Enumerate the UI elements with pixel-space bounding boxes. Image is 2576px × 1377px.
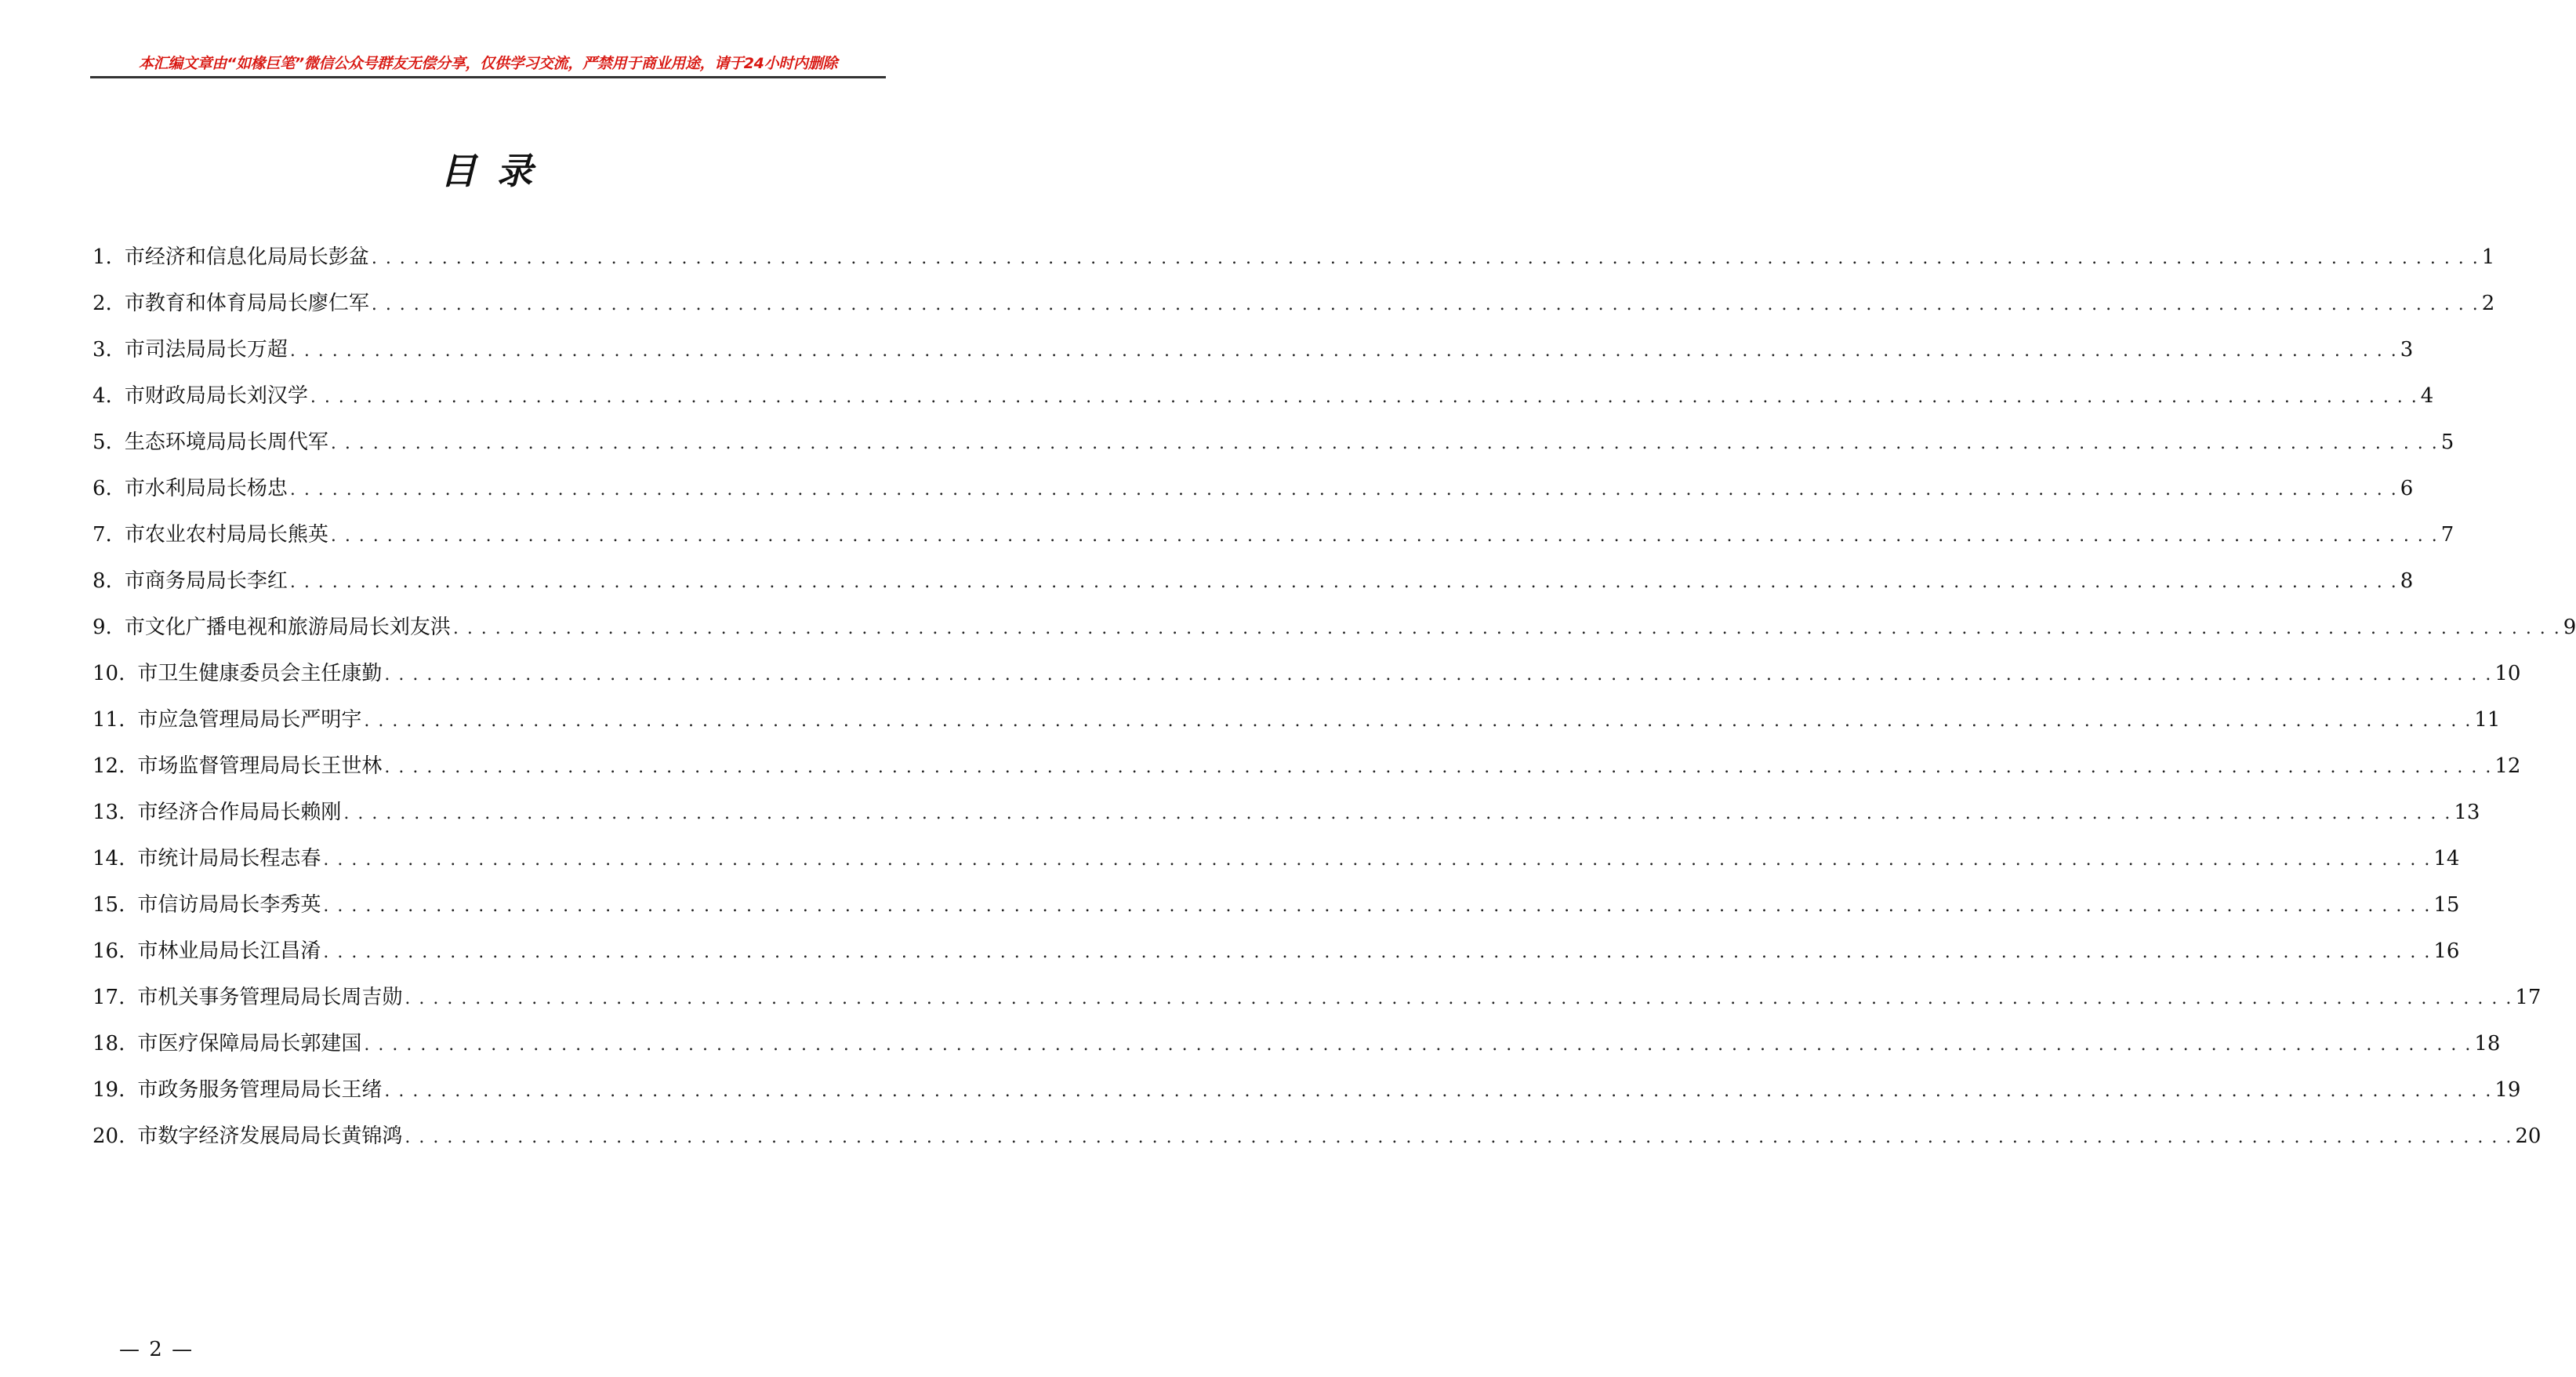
toc-entry-page: 3 <box>2400 338 2414 362</box>
toc-dot-leader: . . . . . . . . . . . . . . . . . . . . . . . . . . . . . . . . . . . . . . . . . . . . . . . . . . . . . . . . . . . . . . . . . . . . . . . . . . . . . . . . . . . . . . . . . . . . . . . . . . . . . . . . . . . . . . . . . . . . . . . . . . . . . . . . . . . . . . . . . . . . . . . . . . . . . . <box>289 480 2398 500</box>
toc-entry[interactable] <box>93 1027 2501 1074</box>
toc-entry-title[interactable]: 市数字经济发展局局长黄锦鸿 <box>137 1124 403 1148</box>
toc-dot-leader: . . . . . . . . . . . . . . . . . . . . . . . . . . . . . . . . . . . . . . . . . . . . . . . . . . . . . . . . . . . . . . . . . . . . . . . . . . . . . . . . . . . . . . . . . . . . . . . . . . . . . . . . . . . . . . . . . . . . . . . . . . . . . . . . . . . . . . . . . . . . . . . . . . . . . . <box>364 711 2473 731</box>
toc-entry-number: 8. <box>93 569 112 593</box>
toc-entry-number: 1. <box>93 245 112 269</box>
toc-dot-leader: . . . . . . . . . . . . . . . . . . . . . . . . . . . . . . . . . . . . . . . . . . . . . . . . . . . . . . . . . . . . . . . . . . . . . . . . . . . . . . . . . . . . . . . . . . . . . . . . . . . . . . . . . . . . . . . . . . . . . . . . . . . . . . . . . . . . . . . . . . . . . . . . . . . . . . <box>323 850 2432 870</box>
toc-entry[interactable] <box>93 426 2454 472</box>
toc-entry-title[interactable]: 市应急管理局局长严明宇 <box>137 708 362 732</box>
toc-entry-page: 10 <box>2494 662 2521 685</box>
toc-entry-page: 18 <box>2474 1032 2501 1055</box>
toc-entry-page: 12 <box>2494 754 2521 778</box>
toc-entry-title[interactable]: 市医疗保障局局长郭建国 <box>137 1032 362 1055</box>
toc-entry[interactable] <box>93 611 2576 657</box>
toc-entry-number: 16. <box>93 939 125 963</box>
toc-dot-leader: . . . . . . . . . . . . . . . . . . . . . . . . . . . . . . . . . . . . . . . . . . . . . . . . . . . . . . . . . . . . . . . . . . . . . . . . . . . . . . . . . . . . . . . . . . . . . . . . . . . . . . . . . . . . . . . . . . . . . . . . . . . . . . . . . . . . . . . . . . . . . . . . . . . . . . <box>452 619 2561 638</box>
toc-entry-page: 20 <box>2515 1124 2542 1148</box>
toc-entry[interactable] <box>93 333 2414 380</box>
toc-entry-title[interactable]: 市经济合作局局长赖刚 <box>137 801 342 824</box>
toc-entry-page: 5 <box>2440 431 2454 454</box>
page-title: 目录 <box>440 150 553 192</box>
toc-dot-leader: . . . . . . . . . . . . . . . . . . . . . . . . . . . . . . . . . . . . . . . . . . . . . . . . . . . . . . . . . . . . . . . . . . . . . . . . . . . . . . . . . . . . . . . . . . . . . . . . . . . . . . . . . . . . . . . . . . . . . . . . . . . . . . . . . . . . . . . . . . . . . . . . . . . . . . <box>289 572 2398 592</box>
toc-entry[interactable] <box>93 796 2480 842</box>
toc-entry[interactable] <box>93 1120 2542 1166</box>
toc-entry-number: 20. <box>93 1124 125 1148</box>
toc-dot-leader: . . . . . . . . . . . . . . . . . . . . . . . . . . . . . . . . . . . . . . . . . . . . . . . . . . . . . . . . . . . . . . . . . . . . . . . . . . . . . . . . . . . . . . . . . . . . . . . . . . . . . . . . . . . . . . . . . . . . . . . . . . . . . . . . . . . . . . . . . . . . . . . . . . . . . . <box>330 526 2439 546</box>
toc-entry-title[interactable]: 市财政局局长刘汉学 <box>124 384 308 408</box>
toc-entry-title[interactable]: 市信访局局长李秀英 <box>137 893 321 917</box>
toc-entry[interactable] <box>93 565 2414 611</box>
toc-entry-title[interactable]: 市林业局局长江昌淆 <box>137 939 321 963</box>
toc-entry[interactable] <box>93 241 2495 287</box>
toc-entry-title[interactable]: 市统计局局长程志春 <box>137 847 321 870</box>
toc-entry-page: 1 <box>2481 245 2495 269</box>
toc-entry[interactable] <box>93 935 2460 981</box>
toc-entry[interactable] <box>93 1074 2521 1120</box>
copyright-notice: 本汇编文章由“如椽巨笔”微信公众号群友无偿分享，仅供学习交流，严禁用于商业用途，请于24小时内删除 <box>138 55 838 72</box>
toc-dot-leader: . . . . . . . . . . . . . . . . . . . . . . . . . . . . . . . . . . . . . . . . . . . . . . . . . . . . . . . . . . . . . . . . . . . . . . . . . . . . . . . . . . . . . . . . . . . . . . . . . . . . . . . . . . . . . . . . . . . . . . . . . . . . . . . . . . . . . . . . . . . . . . . . . . . . . . <box>405 1128 2513 1147</box>
toc-entry-page: 15 <box>2433 893 2460 917</box>
toc-entry-number: 15. <box>93 893 125 917</box>
toc-entry[interactable] <box>93 981 2542 1027</box>
toc-entry-page: 7 <box>2440 523 2454 547</box>
toc-entry-page: 6 <box>2400 477 2414 500</box>
toc-entry-number: 14. <box>93 847 125 870</box>
page-number: — 2 — <box>119 1338 194 1361</box>
toc-entry-number: 13. <box>93 801 125 824</box>
toc-entry[interactable] <box>93 472 2414 518</box>
toc-dot-leader: . . . . . . . . . . . . . . . . . . . . . . . . . . . . . . . . . . . . . . . . . . . . . . . . . . . . . . . . . . . . . . . . . . . . . . . . . . . . . . . . . . . . . . . . . . . . . . . . . . . . . . . . . . . . . . . . . . . . . . . . . . . . . . . . . . . . . . . . . . . . . . . . . . . . . . <box>371 249 2480 268</box>
toc-entry-number: 4. <box>93 384 112 408</box>
toc-entry-title[interactable]: 市水利局局长杨忠 <box>124 477 288 500</box>
toc-entry-title[interactable]: 市农业农村局局长熊英 <box>124 523 328 547</box>
toc-entry-title[interactable]: 生态环境局局长周代军 <box>124 431 328 454</box>
toc-entry-number: 10. <box>93 662 125 685</box>
toc-entry-page: 16 <box>2433 939 2460 963</box>
toc-dot-leader: . . . . . . . . . . . . . . . . . . . . . . . . . . . . . . . . . . . . . . . . . . . . . . . . . . . . . . . . . . . . . . . . . . . . . . . . . . . . . . . . . . . . . . . . . . . . . . . . . . . . . . . . . . . . . . . . . . . . . . . . . . . . . . . . . . . . . . . . . . . . . . . . . . . . . . <box>323 943 2432 962</box>
toc-entry[interactable] <box>93 703 2501 750</box>
toc-entry-title[interactable]: 市政务服务管理局局长王绪 <box>137 1078 383 1102</box>
header-divider <box>90 76 886 78</box>
toc-entry-number: 12. <box>93 754 125 778</box>
toc-entry-title[interactable]: 市经济和信息化局局长彭盆 <box>124 245 369 269</box>
toc-entry[interactable] <box>93 287 2495 333</box>
toc-entry-page: 8 <box>2400 569 2414 593</box>
toc-entry-number: 7. <box>93 523 112 547</box>
toc-entry-number: 19. <box>93 1078 125 1102</box>
toc-dot-leader: . . . . . . . . . . . . . . . . . . . . . . . . . . . . . . . . . . . . . . . . . . . . . . . . . . . . . . . . . . . . . . . . . . . . . . . . . . . . . . . . . . . . . . . . . . . . . . . . . . . . . . . . . . . . . . . . . . . . . . . . . . . . . . . . . . . . . . . . . . . . . . . . . . . . . . <box>371 295 2480 314</box>
toc-dot-leader: . . . . . . . . . . . . . . . . . . . . . . . . . . . . . . . . . . . . . . . . . . . . . . . . . . . . . . . . . . . . . . . . . . . . . . . . . . . . . . . . . . . . . . . . . . . . . . . . . . . . . . . . . . . . . . . . . . . . . . . . . . . . . . . . . . . . . . . . . . . . . . . . . . . . . . <box>364 1035 2473 1055</box>
toc-entry-page: 9 <box>2563 616 2576 639</box>
toc-dot-leader: . . . . . . . . . . . . . . . . . . . . . . . . . . . . . . . . . . . . . . . . . . . . . . . . . . . . . . . . . . . . . . . . . . . . . . . . . . . . . . . . . . . . . . . . . . . . . . . . . . . . . . . . . . . . . . . . . . . . . . . . . . . . . . . . . . . . . . . . . . . . . . . . . . . . . . <box>384 758 2493 777</box>
toc-entry-page: 2 <box>2481 292 2495 315</box>
toc-entry-number: 9. <box>93 616 112 639</box>
toc-entry-title[interactable]: 市教育和体育局局长廖仁军 <box>124 292 369 315</box>
toc-entry[interactable] <box>93 888 2460 935</box>
toc-entry-title[interactable]: 市场监督管理局局长王世林 <box>137 754 383 778</box>
table-of-contents <box>93 241 2576 1166</box>
toc-entry-number: 2. <box>93 292 112 315</box>
toc-entry-title[interactable]: 市机关事务管理局局长周吉勋 <box>137 986 403 1009</box>
toc-dot-leader: . . . . . . . . . . . . . . . . . . . . . . . . . . . . . . . . . . . . . . . . . . . . . . . . . . . . . . . . . . . . . . . . . . . . . . . . . . . . . . . . . . . . . . . . . . . . . . . . . . . . . . . . . . . . . . . . . . . . . . . . . . . . . . . . . . . . . . . . . . . . . . . . . . . . . . <box>405 989 2513 1008</box>
toc-entry-number: 5. <box>93 431 112 454</box>
toc-entry-title[interactable]: 市司法局局长万超 <box>124 338 288 362</box>
toc-entry-page: 13 <box>2454 801 2480 824</box>
toc-dot-leader: . . . . . . . . . . . . . . . . . . . . . . . . . . . . . . . . . . . . . . . . . . . . . . . . . . . . . . . . . . . . . . . . . . . . . . . . . . . . . . . . . . . . . . . . . . . . . . . . . . . . . . . . . . . . . . . . . . . . . . . . . . . . . . . . . . . . . . . . . . . . . . . . . . . . . . <box>384 665 2493 685</box>
toc-entry-number: 17. <box>93 986 125 1009</box>
toc-entry-number: 6. <box>93 477 112 500</box>
toc-entry-number: 18. <box>93 1032 125 1055</box>
toc-entry[interactable] <box>93 518 2454 565</box>
toc-entry-page: 4 <box>2420 384 2434 408</box>
toc-dot-leader: . . . . . . . . . . . . . . . . . . . . . . . . . . . . . . . . . . . . . . . . . . . . . . . . . . . . . . . . . . . . . . . . . . . . . . . . . . . . . . . . . . . . . . . . . . . . . . . . . . . . . . . . . . . . . . . . . . . . . . . . . . . . . . . . . . . . . . . . . . . . . . . . . . . . . . <box>323 896 2432 916</box>
toc-dot-leader: . . . . . . . . . . . . . . . . . . . . . . . . . . . . . . . . . . . . . . . . . . . . . . . . . . . . . . . . . . . . . . . . . . . . . . . . . . . . . . . . . . . . . . . . . . . . . . . . . . . . . . . . . . . . . . . . . . . . . . . . . . . . . . . . . . . . . . . . . . . . . . . . . . . . . . <box>289 341 2398 361</box>
toc-entry-page: 11 <box>2474 708 2501 732</box>
toc-entry-page: 19 <box>2494 1078 2521 1102</box>
toc-dot-leader: . . . . . . . . . . . . . . . . . . . . . . . . . . . . . . . . . . . . . . . . . . . . . . . . . . . . . . . . . . . . . . . . . . . . . . . . . . . . . . . . . . . . . . . . . . . . . . . . . . . . . . . . . . . . . . . . . . . . . . . . . . . . . . . . . . . . . . . . . . . . . . . . . . . . . . <box>384 1081 2493 1101</box>
toc-entry-page: 17 <box>2515 986 2542 1009</box>
toc-entry-page: 14 <box>2433 847 2460 870</box>
toc-entry[interactable] <box>93 380 2434 426</box>
toc-entry-title[interactable]: 市文化广播电视和旅游局局长刘友洪 <box>124 616 451 639</box>
toc-entry-number: 3. <box>93 338 112 362</box>
toc-dot-leader: . . . . . . . . . . . . . . . . . . . . . . . . . . . . . . . . . . . . . . . . . . . . . . . . . . . . . . . . . . . . . . . . . . . . . . . . . . . . . . . . . . . . . . . . . . . . . . . . . . . . . . . . . . . . . . . . . . . . . . . . . . . . . . . . . . . . . . . . . . . . . . . . . . . . . . <box>310 387 2418 407</box>
toc-entry[interactable] <box>93 750 2521 796</box>
toc-entry[interactable] <box>93 842 2460 888</box>
toc-entry-title[interactable]: 市商务局局长李红 <box>124 569 288 593</box>
toc-dot-leader: . . . . . . . . . . . . . . . . . . . . . . . . . . . . . . . . . . . . . . . . . . . . . . . . . . . . . . . . . . . . . . . . . . . . . . . . . . . . . . . . . . . . . . . . . . . . . . . . . . . . . . . . . . . . . . . . . . . . . . . . . . . . . . . . . . . . . . . . . . . . . . . . . . . . . . <box>330 434 2439 453</box>
toc-entry-title[interactable]: 市卫生健康委员会主任康勤 <box>137 662 383 685</box>
toc-entry-number: 11. <box>93 708 125 732</box>
toc-entry[interactable] <box>93 657 2521 703</box>
toc-dot-leader: . . . . . . . . . . . . . . . . . . . . . . . . . . . . . . . . . . . . . . . . . . . . . . . . . . . . . . . . . . . . . . . . . . . . . . . . . . . . . . . . . . . . . . . . . . . . . . . . . . . . . . . . . . . . . . . . . . . . . . . . . . . . . . . . . . . . . . . . . . . . . . . . . . . . . . <box>343 804 2452 823</box>
